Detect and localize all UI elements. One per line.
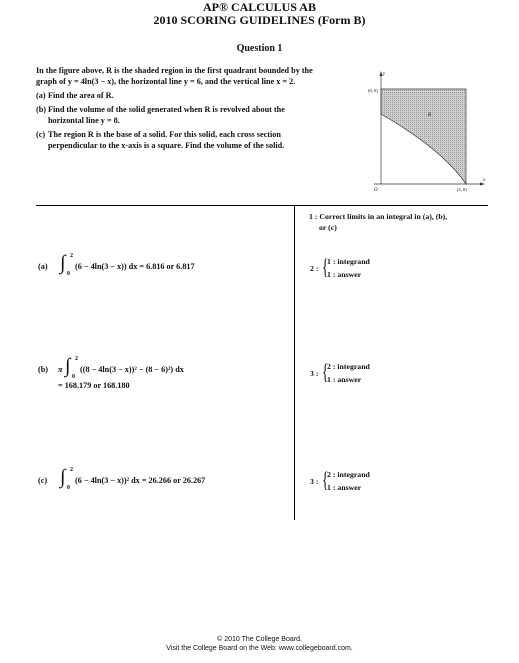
horizontal-divider [36,205,488,206]
solution-c-integral-sign: ∫ [60,466,66,488]
criteria-a-2: 1 : answer [327,270,362,279]
question-number: Question 1 [236,43,283,54]
brace-a: { [322,254,329,279]
solution-b-integral: ((8 − 4ln(3 − x))² − (8 − 6)²) dx [80,365,184,374]
solution-a-label: (a) [38,262,48,271]
intro-line-1: In the figure above, R is the shaded region in the first quadrant bounded by the [36,66,313,75]
region-label: R [428,113,432,118]
criteria-c-1: 2 : integrand [327,470,370,479]
solution-a-upper-limit: 2 [70,253,73,259]
page-subtitle: 2010 SCORING GUIDELINES (Form B) [153,13,366,27]
part-c-label: (c) [36,130,46,139]
solution-b-label: (b) [38,365,49,374]
general-point-line-1: 1 : Correct limits in an integral in (a), (b), [309,212,448,221]
points-a: 2 : [310,264,319,273]
footer-visit-link: Visit the College Board on the Web: www.collegeboard.com. [166,645,353,652]
point-top-label: (0, 6) [368,88,378,93]
criteria-a-1: 1 : integrand [327,257,370,266]
solution-c-lower-limit: 0 [67,485,70,491]
brace-b: { [322,359,329,384]
part-b-label: (b) [36,105,47,114]
part-c-line-1: The region R is the base of a solid. For this solid, each cross section [48,130,281,139]
region-figure [364,64,490,194]
criteria-b-1: 2 : integrand [327,362,370,371]
problem-statement [36,66,366,166]
y-axis-label: y [383,72,386,77]
page-title: AP® CALCULUS AB [203,0,316,14]
solution-a-lower-limit: 0 [67,271,70,277]
part-a-text: Find the area of R. [48,91,114,100]
origin-label: O [374,188,378,193]
part-a-label: (a) [36,91,46,100]
brace-c: { [322,467,329,492]
intro-line-2: graph of y = 4ln(3 − x), the horizontal line y = 6, and the vertical line x = 2. [36,77,296,86]
point-right-label: (2, 0) [457,187,467,192]
solution-c-label: (c) [38,476,48,485]
solution-a-integral-sign: ∫ [60,252,66,274]
vertical-divider [294,205,295,520]
points-c: 3 : [310,477,319,486]
points-b: 3 : [310,369,319,378]
solution-b-integral-sign: ∫ [65,355,71,377]
solution-c-integral: (6 − 4ln(3 − x))² dx = 26.266 or 26.267 [75,476,206,485]
solution-b-upper-limit: 2 [75,356,78,362]
general-point-line-2: or (c) [319,223,337,232]
part-b-line-1: Find the volume of the solid generated when R is revolved about the [48,105,285,114]
solution-b-result: = 168.179 or 168.180 [58,381,130,390]
criteria-c-2: 1 : answer [327,483,362,492]
footer-copyright: © 2010 The College Board. [217,636,302,643]
solution-c-upper-limit: 2 [70,467,73,473]
part-c-line-2: perpendicular to the x-axis is a square. Find the volume of the solid. [48,141,285,150]
criteria-b-2: 1 : answer [327,375,362,384]
shaded-region-r [381,89,466,184]
x-axis-label: x [483,178,486,183]
solution-a-integral: (6 − 4ln(3 − x)) dx = 6.816 or 6.817 [75,262,195,271]
part-b-line-2: horizontal line y = 8. [48,116,120,125]
solution-b-lower-limit: 0 [72,374,75,380]
solution-b-pi: π [58,365,63,374]
